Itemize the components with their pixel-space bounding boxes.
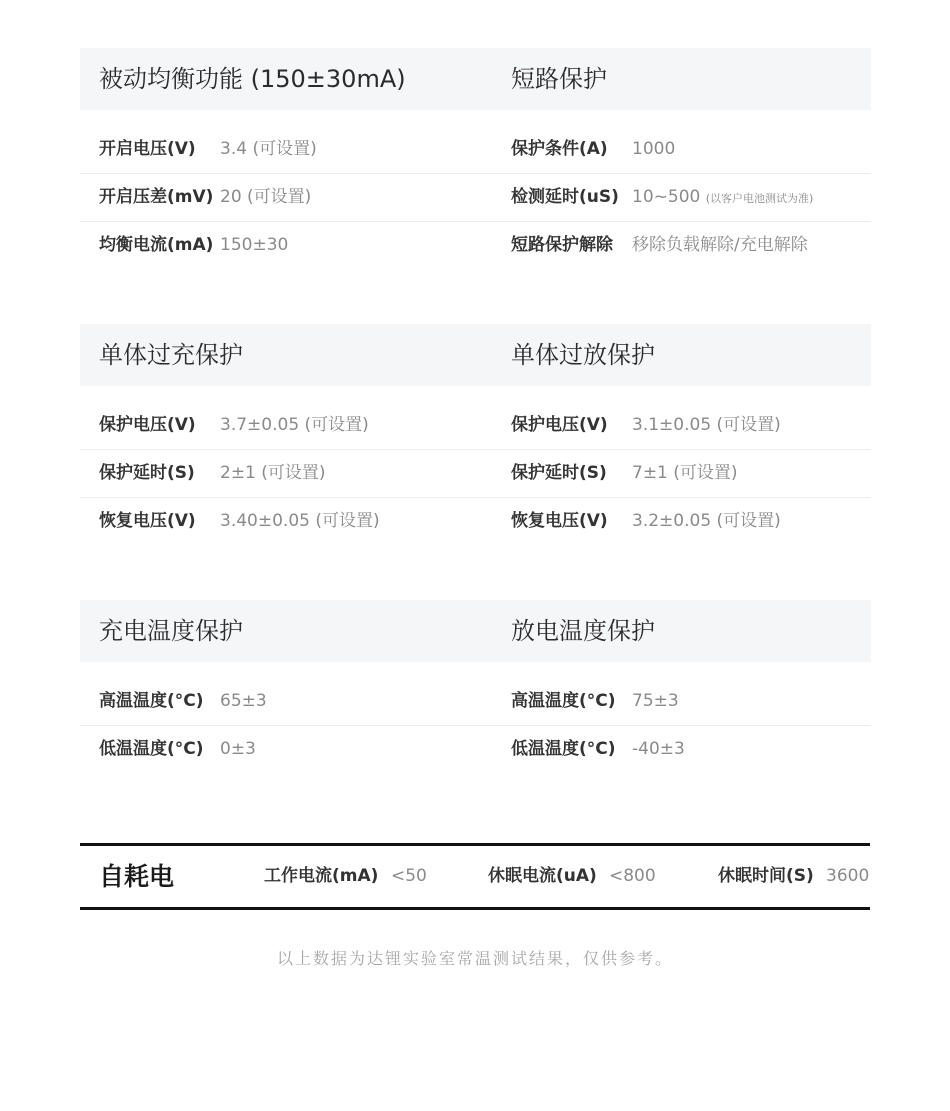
spec-label: 保护延时(S) — [511, 463, 607, 483]
spec-value: 0±3 — [220, 739, 256, 759]
spec-value: 150±30 — [220, 235, 289, 255]
spec-value: 2±1 (可设置) — [220, 463, 326, 483]
spec-label: 恢复电压(V) — [99, 511, 196, 531]
self-consumption-value: 3600 — [826, 866, 870, 886]
spec-row — [80, 498, 871, 545]
spec-row — [80, 126, 871, 174]
spec-label: 均衡电流(mA) — [99, 235, 214, 255]
self-consumption-bar — [80, 843, 870, 910]
self-consumption-value: <800 — [609, 866, 656, 886]
spec-label: 低温温度(°C) — [99, 739, 204, 759]
spec-row — [80, 678, 871, 726]
section-header — [80, 48, 871, 110]
spec-value: 10~500 — [632, 187, 701, 207]
self-consumption-title: 自耗电 — [99, 862, 175, 891]
section-balancing-shortcircuit — [80, 48, 871, 269]
section-header — [80, 324, 871, 386]
spec-row — [80, 222, 871, 269]
spec-row — [80, 402, 871, 450]
spec-label: 短路保护解除 — [511, 235, 613, 255]
spec-value: 3.1±0.05 (可设置) — [632, 415, 781, 435]
self-consumption-label: 休眠电流(uA) — [488, 866, 597, 886]
section-temperature — [80, 600, 871, 773]
spec-value: -40±3 — [632, 739, 685, 759]
spec-value-with-note — [632, 174, 813, 221]
section-header — [80, 600, 871, 662]
spec-value: 65±3 — [220, 691, 267, 711]
spec-label: 保护条件(A) — [511, 139, 608, 159]
spec-row — [80, 174, 871, 222]
spec-row — [80, 450, 871, 498]
section-title-overcharge: 单体过充保护 — [99, 341, 243, 369]
spec-value: 7±1 (可设置) — [632, 463, 738, 483]
footnote: 以上数据为达锂实验室常温测试结果，仅供参考。 — [276, 949, 673, 968]
spec-label: 开启压差(mV) — [99, 187, 214, 207]
spec-row — [80, 726, 871, 773]
spec-value: 1000 — [632, 139, 676, 159]
self-consumption-value: <50 — [391, 866, 427, 886]
section-title-overdischarge: 单体过放保护 — [511, 341, 655, 369]
spec-value: 3.40±0.05 (可设置) — [220, 511, 380, 531]
section-title-discharge-temp: 放电温度保护 — [511, 617, 655, 645]
spec-value: 移除负载解除/充电解除 — [632, 235, 808, 255]
spec-label: 高温温度(°C) — [511, 691, 616, 711]
section-title-balancing: 被动均衡功能 (150±30mA) — [99, 65, 406, 93]
spec-label: 保护延时(S) — [99, 463, 195, 483]
spec-value: 3.2±0.05 (可设置) — [632, 511, 781, 531]
spec-label: 低温温度(°C) — [511, 739, 616, 759]
spec-label: 保护电压(V) — [99, 415, 196, 435]
self-consumption-label: 休眠时间(S) — [718, 866, 814, 886]
self-consumption-label: 工作电流(mA) — [264, 866, 379, 886]
section-title-short-circuit: 短路保护 — [511, 65, 607, 93]
spec-value: 75±3 — [632, 691, 679, 711]
spec-label: 恢复电压(V) — [511, 511, 608, 531]
spec-label: 开启电压(V) — [99, 139, 196, 159]
section-overcharge-overdischarge — [80, 324, 871, 545]
spec-value: 20 (可设置) — [220, 187, 312, 207]
spec-value: 3.7±0.05 (可设置) — [220, 415, 369, 435]
spec-label: 高温温度(°C) — [99, 691, 204, 711]
spec-label: 检测延时(uS) — [511, 187, 619, 207]
spec-value: 3.4 (可设置) — [220, 139, 317, 159]
section-title-charge-temp: 充电温度保护 — [99, 617, 243, 645]
spec-label: 保护电压(V) — [511, 415, 608, 435]
spec-note: (以客户电池测试为准) — [705, 192, 814, 205]
